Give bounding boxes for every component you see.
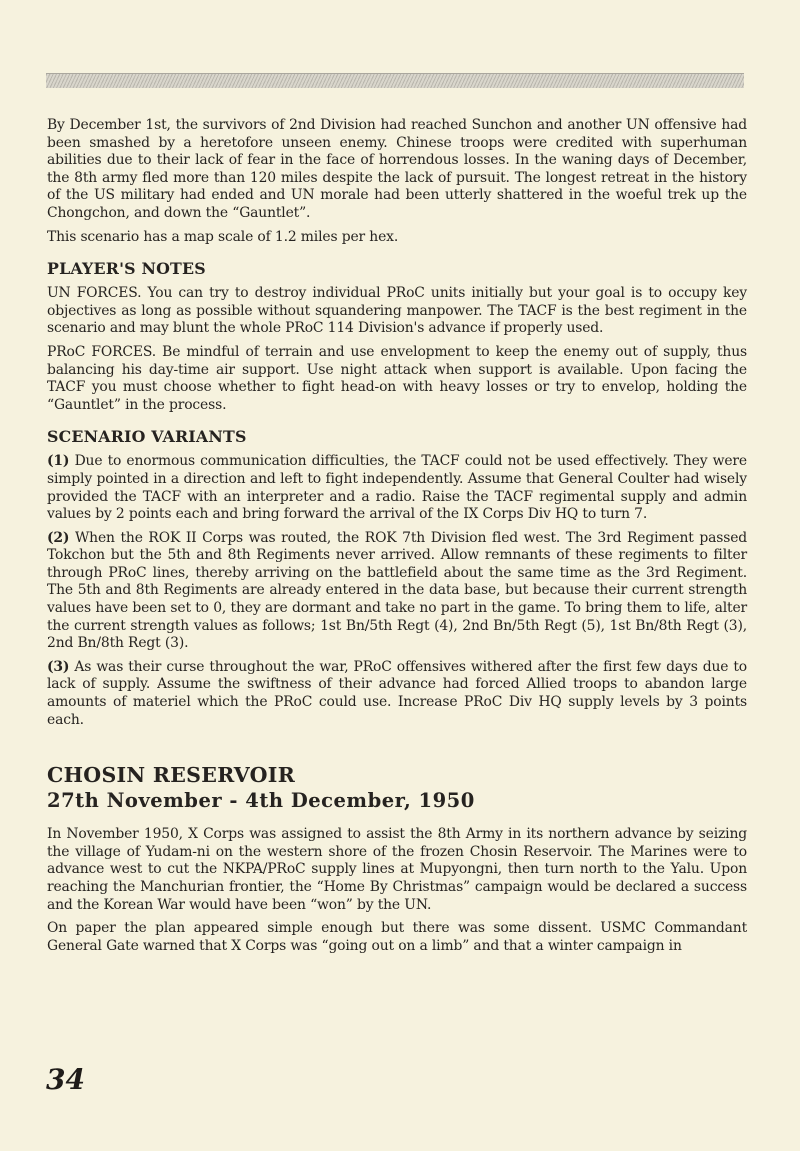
chosin-paragraph-1: In November 1950, X Corps was assigned to assist the 8th Army in its northern advance by seizing the village of Yudam-ni on the western shore of the frozen Chosin Reservoir. The Marines were to advance west to cut the NKPA/PRoC supply lines at Mupyongni, then turn north to the Yalu. Upon reaching the Manchurian frontier, the “Home By Christmas” campaign would be declared a success and the Korean War would have been “won” by the UN. xyxy=(47,826,747,913)
variant-3 xyxy=(47,659,747,729)
players-notes-heading: PLAYER'S NOTES xyxy=(47,259,206,279)
un-forces-paragraph: UN FORCES. You can try to destroy individual PRoC units initially but your goal is to occupy key objectives as long as possible without squandering manpower. The TACF is the best regiment in the scenario and may blunt the whole PRoC 114 Division's advance if properly used. xyxy=(47,285,747,337)
page-body xyxy=(47,117,747,961)
variant-2 xyxy=(47,530,747,653)
scenario-dates: 27th November - 4th December, 1950 xyxy=(47,789,475,813)
header-rule xyxy=(46,73,744,88)
map-scale-note: This scenario has a map scale of 1.2 miles per hex. xyxy=(47,228,399,245)
scenario-title: CHOSIN RESERVOIR xyxy=(47,763,296,788)
scenario-variants-heading: SCENARIO VARIANTS xyxy=(47,427,247,447)
variant-1 xyxy=(47,453,747,523)
proc-forces-paragraph: PRoC FORCES. Be mindful of terrain and use envelopment to keep the enemy out of supply, thus balancing his day-time air support. Use night attack when support is available. Upon facing the TACF you must choose whether to fight head-on with heavy losses or try to envelop, holding the “Gauntlet” in the process. xyxy=(47,343,747,413)
variant-2-text: When the ROK II Corps was routed, the ROK 7th Division fled west. The 3rd Regiment passed Tokchon but the 5th and 8th Regiments never arrived. Allow remnants of these regiments to filter through PRoC lines, thereby arriving on the battlefield about the same time as the 3rd Regiment. The 5th and 8th Regiments are already entered in the data base, but because their current strength values have been set to 0, they are dormant and take no part in the game. To bring them to life, alter the current strength values as follows; 1st Bn/5th Regt (4), 2nd Bn/5th Regt (5), 1st Bn/8th Regt (3), 2nd Bn/8th Regt (3). xyxy=(47,529,748,652)
chosin-paragraph-2: On paper the plan appeared simple enough but there was some dissent. USMC Commandant General Gate warned that X Corps was “going out on a limb” and that a winter campaign in xyxy=(47,920,747,954)
variant-3-text: As was their curse throughout the war, PRoC offensives withered after the first few days due to lack of supply. Assume the swiftness of their advance had forced Allied troops to abandon large amounts of materiel which the PRoC could use. Increase PRoC Div HQ supply levels by 3 points each. xyxy=(47,658,748,728)
intro-paragraph: By December 1st, the survivors of 2nd Division had reached Sunchon and another UN offensive had been smashed by a heretofore unseen enemy. Chinese troops were credited with superhuman abilities due to their lack of fear in the face of horrendous losses. In the waning days of December, the 8th army fled more than 120 miles despite the lack of pursuit. The longest retreat in the history of the US military had ended and UN morale had been utterly shattered in the woeful trek up the Chongchon, and down the “Gauntlet”. xyxy=(47,117,747,221)
variant-1-number: (1) xyxy=(47,453,70,470)
page-number: 34 xyxy=(46,1063,85,1096)
variant-1-text: Due to enormous communication difficulties, the TACF could not be used effectively. They were simply pointed in a direction and left to fight independently. Assume that General Coulter had wisely provided the TACF with an interpreter and a radio. Raise the TACF regimental supply and admin values by 2 points each and bring forward the arrival of the IX Corps Div HQ to turn 7. xyxy=(47,453,747,523)
variant-2-number: (2) xyxy=(47,529,70,546)
variant-3-number: (3) xyxy=(47,658,70,675)
